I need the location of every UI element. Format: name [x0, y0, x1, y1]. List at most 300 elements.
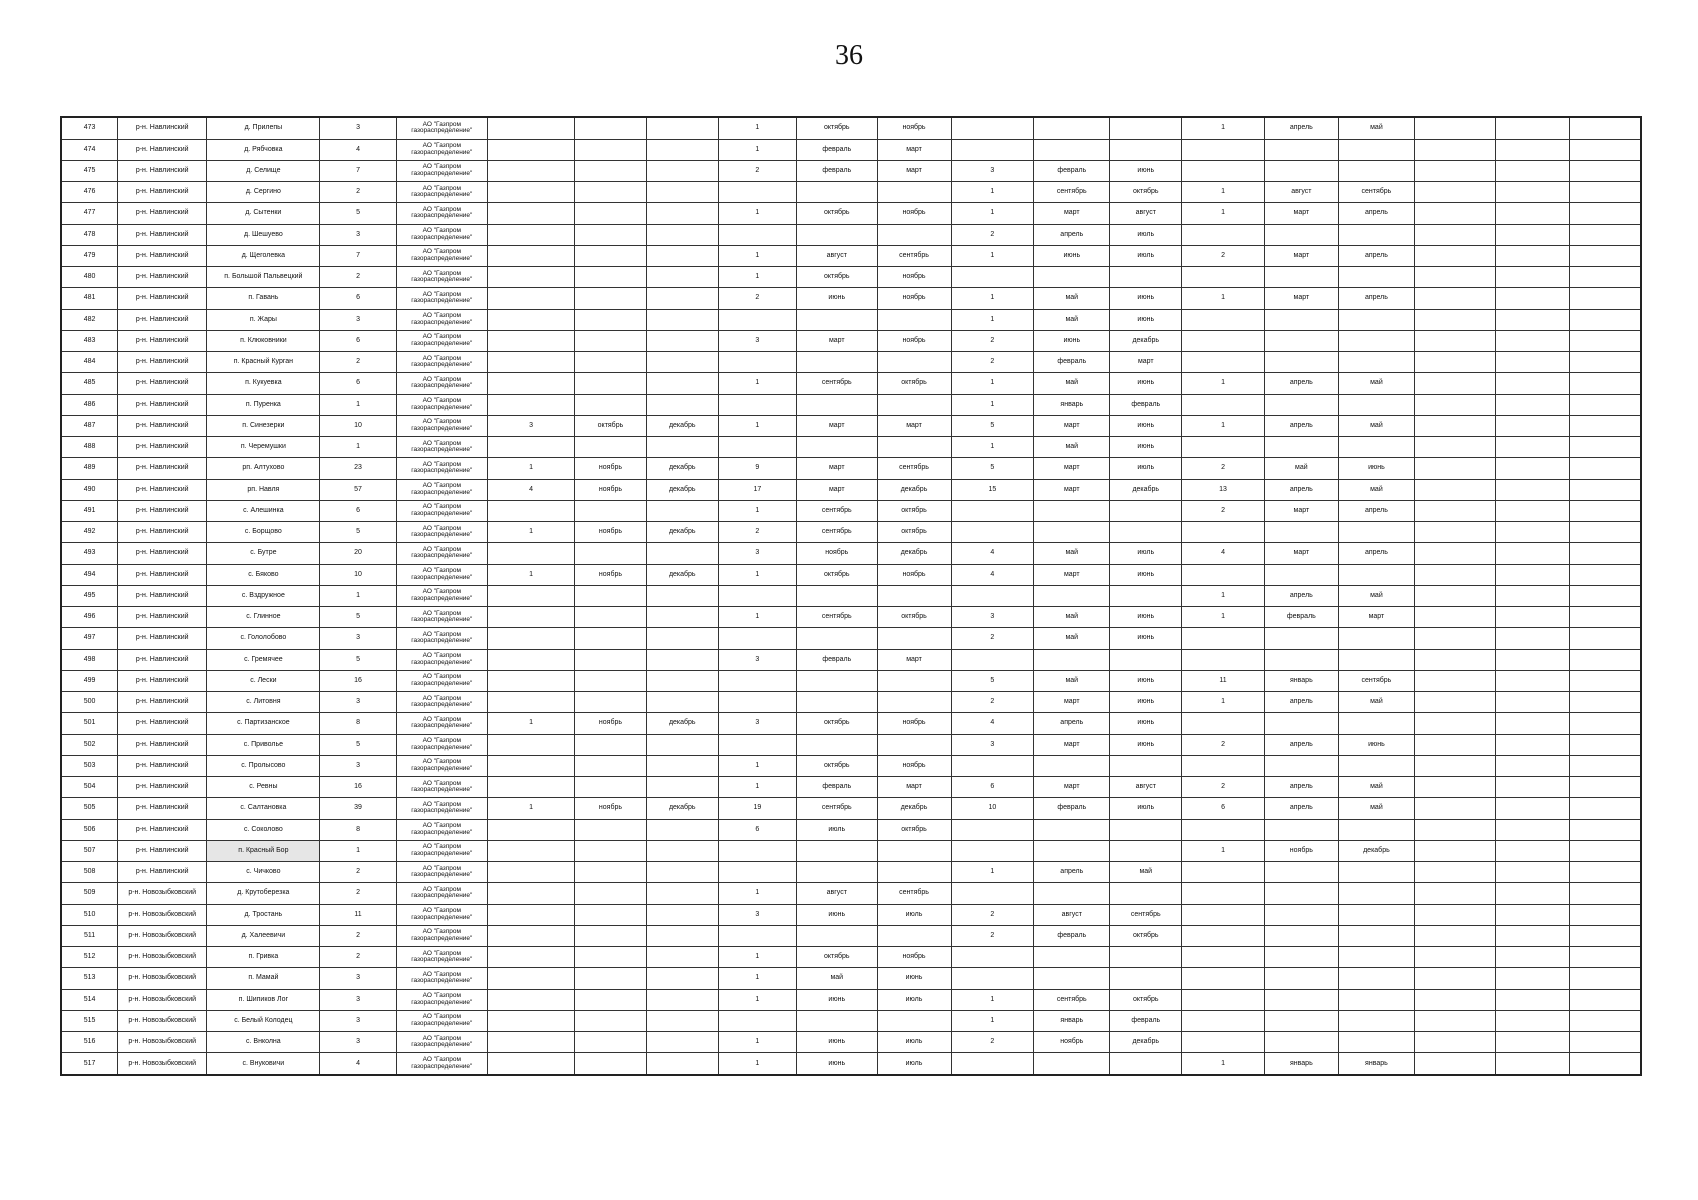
cell-group1-count [488, 989, 575, 1010]
cell-group4-count [1182, 309, 1265, 330]
cell-extra-2 [1495, 543, 1569, 564]
cell-group3-start: апрель [1034, 713, 1110, 734]
cell-extra-3 [1569, 819, 1641, 840]
cell-group1-start [575, 288, 647, 309]
cell-group1-end [646, 819, 718, 840]
cell-total-count: 2 [320, 883, 396, 904]
table-row [61, 352, 1641, 373]
cell-group1-end [646, 840, 718, 861]
cell-group1-start [575, 309, 647, 330]
cell-group1-start [575, 330, 647, 351]
cell-group3-count: 10 [951, 798, 1034, 819]
cell-group3-count: 2 [951, 224, 1034, 245]
cell-group1-end [646, 267, 718, 288]
cell-organization: АО "Газпром газораспределение" [396, 734, 487, 755]
cell-group4-start [1264, 330, 1338, 351]
cell-extra-2 [1495, 160, 1569, 181]
cell-group4-count [1182, 564, 1265, 585]
cell-row-number: 507 [61, 840, 118, 861]
cell-group3-start: май [1034, 628, 1110, 649]
cell-group1-end [646, 755, 718, 776]
cell-group3-end: июнь [1110, 713, 1182, 734]
cell-group4-end [1338, 564, 1414, 585]
cell-extra-1 [1415, 1010, 1496, 1031]
cell-group4-count [1182, 394, 1265, 415]
cell-group2-end [877, 925, 951, 946]
cell-group1-end [646, 330, 718, 351]
cell-total-count: 16 [320, 670, 396, 691]
cell-group3-start: март [1034, 692, 1110, 713]
cell-group1-start [575, 139, 647, 160]
cell-group1-count [488, 1053, 575, 1075]
cell-extra-3 [1569, 989, 1641, 1010]
cell-group1-start: ноябрь [575, 798, 647, 819]
cell-group2-count [718, 1010, 796, 1031]
cell-group2-count: 1 [718, 245, 796, 266]
cell-extra-3 [1569, 352, 1641, 373]
cell-group1-start [575, 1053, 647, 1075]
cell-group2-start [797, 585, 878, 606]
cell-group4-start [1264, 947, 1338, 968]
cell-extra-2 [1495, 522, 1569, 543]
cell-group2-start [797, 437, 878, 458]
cell-row-number: 473 [61, 117, 118, 139]
cell-group3-start [1034, 840, 1110, 861]
cell-organization: АО "Газпром газораспределение" [396, 670, 487, 691]
cell-group4-end [1338, 862, 1414, 883]
cell-extra-2 [1495, 1053, 1569, 1075]
table-row [61, 925, 1641, 946]
cell-group1-start [575, 543, 647, 564]
cell-group4-start [1264, 904, 1338, 925]
cell-group2-start: февраль [797, 160, 878, 181]
cell-group4-count: 1 [1182, 117, 1265, 139]
cell-settlement: с. Гремячее [207, 649, 320, 670]
cell-district: р-н. Навлинский [118, 692, 207, 713]
table-row [61, 373, 1641, 394]
cell-group2-count: 3 [718, 649, 796, 670]
cell-group3-count [951, 840, 1034, 861]
cell-group3-start [1034, 139, 1110, 160]
cell-group4-end: апрель [1338, 245, 1414, 266]
cell-group4-end [1338, 437, 1414, 458]
cell-group3-start [1034, 522, 1110, 543]
cell-group4-end [1338, 139, 1414, 160]
cell-group3-count [951, 522, 1034, 543]
cell-row-number: 506 [61, 819, 118, 840]
cell-group4-start: апрель [1264, 373, 1338, 394]
cell-extra-2 [1495, 267, 1569, 288]
table-row [61, 224, 1641, 245]
cell-group2-count: 1 [718, 415, 796, 436]
cell-group1-end: декабрь [646, 713, 718, 734]
cell-extra-3 [1569, 182, 1641, 203]
cell-group2-end: октябрь [877, 819, 951, 840]
cell-group3-start: апрель [1034, 862, 1110, 883]
cell-group3-count [951, 883, 1034, 904]
cell-extra-1 [1415, 564, 1496, 585]
cell-group2-start: октябрь [797, 713, 878, 734]
cell-group1-end: декабрь [646, 458, 718, 479]
cell-row-number: 485 [61, 373, 118, 394]
cell-group3-end [1110, 947, 1182, 968]
cell-group3-count: 5 [951, 670, 1034, 691]
cell-extra-1 [1415, 415, 1496, 436]
cell-group4-start: январь [1264, 670, 1338, 691]
cell-group3-end: июнь [1110, 564, 1182, 585]
cell-extra-3 [1569, 1010, 1641, 1031]
table-row [61, 394, 1641, 415]
cell-extra-2 [1495, 798, 1569, 819]
cell-group4-start: апрель [1264, 798, 1338, 819]
cell-settlement: д. Сергино [207, 182, 320, 203]
cell-group1-count [488, 670, 575, 691]
cell-group1-start [575, 203, 647, 224]
cell-group2-end [877, 840, 951, 861]
cell-group2-end: ноябрь [877, 713, 951, 734]
cell-group4-count [1182, 267, 1265, 288]
cell-extra-2 [1495, 139, 1569, 160]
cell-group2-start [797, 670, 878, 691]
cell-total-count: 3 [320, 224, 396, 245]
cell-total-count: 3 [320, 628, 396, 649]
cell-group1-count [488, 160, 575, 181]
cell-group2-start: июнь [797, 989, 878, 1010]
cell-settlement: с. Бяково [207, 564, 320, 585]
cell-group3-end [1110, 755, 1182, 776]
cell-group4-start: апрель [1264, 692, 1338, 713]
cell-extra-3 [1569, 798, 1641, 819]
cell-group1-count [488, 628, 575, 649]
cell-group2-start: июнь [797, 288, 878, 309]
cell-group2-count: 1 [718, 564, 796, 585]
cell-group1-count [488, 925, 575, 946]
cell-group3-start: май [1034, 543, 1110, 564]
cell-group1-count: 1 [488, 564, 575, 585]
cell-group1-end [646, 139, 718, 160]
cell-district: р-н. Навлинский [118, 564, 207, 585]
cell-group2-start: сентябрь [797, 798, 878, 819]
cell-group3-end: август [1110, 777, 1182, 798]
cell-group4-start [1264, 713, 1338, 734]
cell-group3-end [1110, 585, 1182, 606]
cell-group2-start [797, 394, 878, 415]
cell-group1-start: ноябрь [575, 479, 647, 500]
cell-group1-count [488, 862, 575, 883]
cell-settlement: с. Гололобово [207, 628, 320, 649]
cell-group1-end [646, 245, 718, 266]
cell-district: р-н. Навлинский [118, 777, 207, 798]
cell-group1-count [488, 437, 575, 458]
cell-group1-count: 3 [488, 415, 575, 436]
cell-group4-start: ноябрь [1264, 840, 1338, 861]
cell-group1-end [646, 182, 718, 203]
cell-group4-end [1338, 947, 1414, 968]
cell-row-number: 490 [61, 479, 118, 500]
cell-district: р-н. Навлинский [118, 840, 207, 861]
cell-group4-count [1182, 925, 1265, 946]
cell-group2-end: ноябрь [877, 330, 951, 351]
table-row [61, 330, 1641, 351]
cell-extra-1 [1415, 182, 1496, 203]
cell-extra-2 [1495, 713, 1569, 734]
table-row [61, 840, 1641, 861]
cell-group4-end [1338, 160, 1414, 181]
cell-extra-2 [1495, 224, 1569, 245]
cell-group4-end: декабрь [1338, 840, 1414, 861]
cell-extra-2 [1495, 182, 1569, 203]
cell-group1-end [646, 607, 718, 628]
cell-group1-end [646, 670, 718, 691]
cell-group1-end [646, 947, 718, 968]
cell-row-number: 479 [61, 245, 118, 266]
cell-total-count: 1 [320, 394, 396, 415]
cell-extra-3 [1569, 777, 1641, 798]
cell-total-count: 3 [320, 1010, 396, 1031]
table-row [61, 309, 1641, 330]
cell-settlement: с. Вздружное [207, 585, 320, 606]
cell-settlement: с. Приволье [207, 734, 320, 755]
cell-group2-count [718, 224, 796, 245]
cell-group4-start: январь [1264, 1053, 1338, 1075]
cell-group1-end: декабрь [646, 479, 718, 500]
table-row [61, 798, 1641, 819]
cell-extra-3 [1569, 543, 1641, 564]
cell-group2-end: март [877, 649, 951, 670]
cell-group3-start: март [1034, 777, 1110, 798]
cell-group1-end [646, 373, 718, 394]
cell-total-count: 3 [320, 117, 396, 139]
cell-group2-start: август [797, 245, 878, 266]
cell-group2-start [797, 925, 878, 946]
cell-extra-2 [1495, 479, 1569, 500]
cell-group1-end [646, 968, 718, 989]
cell-group4-end [1338, 309, 1414, 330]
cell-group3-start: май [1034, 309, 1110, 330]
cell-group1-start [575, 692, 647, 713]
cell-group3-end: июнь [1110, 670, 1182, 691]
cell-group3-end: октябрь [1110, 989, 1182, 1010]
cell-group4-count [1182, 139, 1265, 160]
cell-settlement: с. Внуковичи [207, 1053, 320, 1075]
cell-group3-end: июль [1110, 224, 1182, 245]
cell-group3-count [951, 117, 1034, 139]
cell-group1-end [646, 777, 718, 798]
table-row [61, 245, 1641, 266]
cell-group4-count: 11 [1182, 670, 1265, 691]
cell-group3-count: 1 [951, 394, 1034, 415]
cell-group2-end [877, 352, 951, 373]
cell-group1-count [488, 309, 575, 330]
cell-extra-2 [1495, 437, 1569, 458]
cell-extra-2 [1495, 734, 1569, 755]
cell-organization: АО "Газпром газораспределение" [396, 160, 487, 181]
cell-group1-count: 1 [488, 458, 575, 479]
cell-group3-end: июнь [1110, 628, 1182, 649]
cell-group4-start [1264, 649, 1338, 670]
table-row [61, 415, 1641, 436]
cell-organization: АО "Газпром газораспределение" [396, 330, 487, 351]
cell-extra-2 [1495, 1010, 1569, 1031]
cell-group4-start [1264, 755, 1338, 776]
cell-group3-end: июнь [1110, 437, 1182, 458]
cell-group3-start: март [1034, 458, 1110, 479]
cell-group4-end: сентябрь [1338, 182, 1414, 203]
cell-group4-end: апрель [1338, 543, 1414, 564]
cell-group2-start: февраль [797, 139, 878, 160]
cell-group1-count [488, 819, 575, 840]
cell-group3-start: апрель [1034, 224, 1110, 245]
cell-group2-start: март [797, 330, 878, 351]
cell-group1-end: декабрь [646, 798, 718, 819]
cell-group1-start [575, 947, 647, 968]
cell-total-count: 2 [320, 267, 396, 288]
cell-extra-3 [1569, 500, 1641, 521]
cell-group2-start: октябрь [797, 267, 878, 288]
cell-group1-start [575, 840, 647, 861]
cell-extra-3 [1569, 139, 1641, 160]
table-row [61, 160, 1641, 181]
cell-group1-count [488, 500, 575, 521]
cell-total-count: 4 [320, 139, 396, 160]
cell-row-number: 510 [61, 904, 118, 925]
cell-total-count: 16 [320, 777, 396, 798]
cell-group1-start [575, 883, 647, 904]
cell-group2-end: март [877, 415, 951, 436]
cell-total-count: 3 [320, 309, 396, 330]
cell-group3-count [951, 755, 1034, 776]
cell-settlement: п. Кукуевка [207, 373, 320, 394]
cell-group2-count: 19 [718, 798, 796, 819]
cell-row-number: 487 [61, 415, 118, 436]
cell-group3-count: 1 [951, 373, 1034, 394]
cell-extra-1 [1415, 925, 1496, 946]
cell-group4-start [1264, 224, 1338, 245]
cell-group3-start: январь [1034, 1010, 1110, 1031]
cell-group1-count [488, 373, 575, 394]
cell-group4-end [1338, 968, 1414, 989]
cell-row-number: 503 [61, 755, 118, 776]
cell-group2-count [718, 628, 796, 649]
cell-row-number: 482 [61, 309, 118, 330]
cell-group1-count [488, 330, 575, 351]
cell-total-count: 2 [320, 352, 396, 373]
cell-extra-1 [1415, 1032, 1496, 1053]
cell-group2-start: сентябрь [797, 522, 878, 543]
cell-organization: АО "Газпром газораспределение" [396, 267, 487, 288]
cell-group3-start: февраль [1034, 798, 1110, 819]
cell-extra-1 [1415, 309, 1496, 330]
cell-district: р-н. Навлинский [118, 139, 207, 160]
cell-group2-end: сентябрь [877, 245, 951, 266]
cell-group2-count: 1 [718, 968, 796, 989]
cell-group4-end [1338, 1010, 1414, 1031]
cell-group1-count [488, 968, 575, 989]
cell-extra-1 [1415, 819, 1496, 840]
cell-settlement: д. Селище [207, 160, 320, 181]
cell-group4-start [1264, 883, 1338, 904]
cell-extra-2 [1495, 989, 1569, 1010]
cell-group4-count: 2 [1182, 777, 1265, 798]
cell-row-number: 492 [61, 522, 118, 543]
cell-group4-count: 1 [1182, 373, 1265, 394]
cell-group4-start: апрель [1264, 585, 1338, 606]
cell-group4-start: апрель [1264, 479, 1338, 500]
cell-district: р-н. Навлинский [118, 458, 207, 479]
cell-group2-start: июнь [797, 1032, 878, 1053]
cell-extra-1 [1415, 968, 1496, 989]
cell-extra-1 [1415, 1053, 1496, 1075]
cell-group1-start [575, 1010, 647, 1031]
cell-total-count: 57 [320, 479, 396, 500]
cell-group1-start [575, 734, 647, 755]
cell-organization: АО "Газпром газораспределение" [396, 607, 487, 628]
cell-group1-end [646, 925, 718, 946]
cell-total-count: 3 [320, 1032, 396, 1053]
cell-group2-count: 1 [718, 203, 796, 224]
cell-group3-start [1034, 585, 1110, 606]
cell-settlement: д. Тростань [207, 904, 320, 925]
cell-row-number: 475 [61, 160, 118, 181]
cell-total-count: 3 [320, 989, 396, 1010]
table-row [61, 139, 1641, 160]
cell-group1-start [575, 628, 647, 649]
cell-group3-count: 3 [951, 607, 1034, 628]
cell-extra-3 [1569, 160, 1641, 181]
cell-group1-start [575, 117, 647, 139]
cell-group1-end [646, 862, 718, 883]
cell-group3-start [1034, 947, 1110, 968]
cell-district: р-н. Навлинский [118, 479, 207, 500]
cell-group3-count: 2 [951, 692, 1034, 713]
cell-group2-count: 1 [718, 117, 796, 139]
cell-organization: АО "Газпром газораспределение" [396, 373, 487, 394]
cell-extra-3 [1569, 607, 1641, 628]
cell-extra-3 [1569, 1053, 1641, 1075]
cell-group3-count: 2 [951, 904, 1034, 925]
cell-group1-count [488, 1010, 575, 1031]
cell-group2-start [797, 224, 878, 245]
cell-group3-count: 3 [951, 160, 1034, 181]
cell-row-number: 474 [61, 139, 118, 160]
cell-group3-count: 1 [951, 245, 1034, 266]
cell-group1-end [646, 117, 718, 139]
cell-group2-end: ноябрь [877, 203, 951, 224]
cell-group3-count [951, 500, 1034, 521]
cell-group1-count [488, 734, 575, 755]
cell-group4-end [1338, 755, 1414, 776]
cell-group3-count: 4 [951, 543, 1034, 564]
cell-settlement: рп. Алтухово [207, 458, 320, 479]
cell-group3-start: май [1034, 373, 1110, 394]
cell-group2-start: октябрь [797, 117, 878, 139]
cell-group3-end: июнь [1110, 607, 1182, 628]
cell-extra-2 [1495, 352, 1569, 373]
cell-total-count: 5 [320, 649, 396, 670]
cell-district: р-н. Навлинский [118, 755, 207, 776]
cell-settlement: с. Салтановка [207, 798, 320, 819]
cell-group3-start: май [1034, 670, 1110, 691]
cell-group2-count: 2 [718, 522, 796, 543]
cell-group2-count [718, 352, 796, 373]
cell-district: р-н. Навлинский [118, 607, 207, 628]
cell-group3-end: июль [1110, 245, 1182, 266]
cell-organization: АО "Газпром газораспределение" [396, 458, 487, 479]
cell-group4-end [1338, 989, 1414, 1010]
table-row [61, 862, 1641, 883]
cell-group3-start: март [1034, 734, 1110, 755]
cell-group3-end [1110, 883, 1182, 904]
